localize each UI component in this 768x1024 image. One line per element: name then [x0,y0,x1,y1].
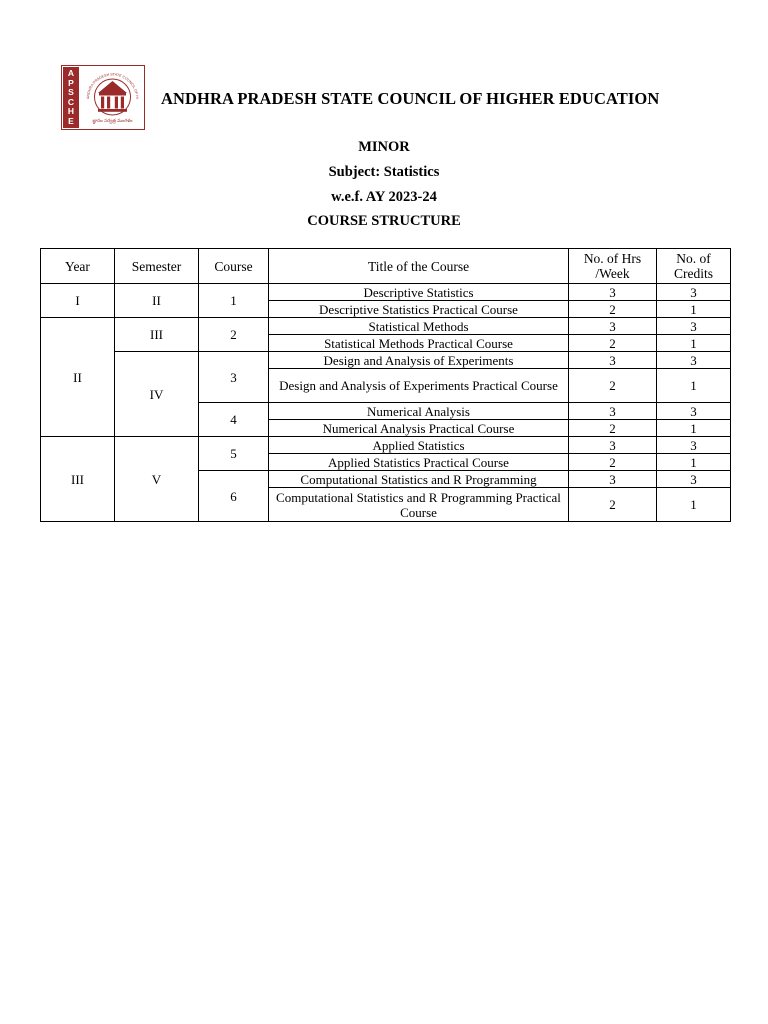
year-cell: I [41,284,115,318]
course-number-cell: 5 [199,437,269,471]
course-title-cell: Numerical Analysis Practical Course [269,420,569,437]
course-title-cell: Descriptive Statistics [269,284,569,301]
header-credits-line2: Credits [674,266,713,281]
header-hours-line2: /Week [595,266,630,281]
course-title-cell: Numerical Analysis [269,403,569,420]
table-row [41,352,731,369]
logo-letter: S [68,87,74,98]
header-hours [569,249,657,284]
credits-cell: 3 [657,284,731,301]
course-number-cell: 1 [199,284,269,318]
hours-cell: 2 [569,420,657,437]
course-title-cell: Applied Statistics [269,437,569,454]
credits-cell: 3 [657,403,731,420]
credits-cell: 1 [657,369,731,403]
semester-cell: IV [115,352,199,437]
course-title-cell: Descriptive Statistics Practical Course [269,301,569,318]
section-heading: COURSE STRUCTURE [307,213,461,229]
wef-line: w.e.f. AY 2023-24 [331,189,437,205]
course-title-cell: Design and Analysis of Experiments [269,352,569,369]
year-cell: III [41,437,115,522]
course-structure-table [40,248,731,522]
header-hours-line1: No. of Hrs [583,251,642,266]
header-semester: Semester [115,249,199,284]
hours-cell: 3 [569,471,657,488]
course-number-cell: 4 [199,403,269,437]
course-title-cell: Statistical Methods [269,318,569,335]
semester-cell: II [115,284,199,318]
credits-cell: 3 [657,471,731,488]
course-title-cell: Computational Statistics and R Programming Practical Course [269,488,569,522]
hours-cell: 2 [569,369,657,403]
logo-letter: C [67,96,75,107]
logo-letter: H [67,106,75,117]
subject-line: Subject: Statistics [328,164,440,180]
header-year: Year [41,249,115,284]
credits-cell: 3 [657,437,731,454]
document-kind: MINOR [358,139,410,155]
table-row [41,284,731,301]
header-credits [657,249,731,284]
hours-cell: 2 [569,335,657,352]
semester-cell: III [115,318,199,352]
semester-cell: V [115,437,199,522]
logo-letter: E [68,115,74,126]
hours-cell: 3 [569,284,657,301]
apsche-logo [61,65,145,130]
course-title-cell: Design and Analysis of Experiments Practical Course [269,369,569,403]
logo-letter: P [68,77,74,88]
hours-cell: 2 [569,454,657,471]
credits-cell: 1 [657,454,731,471]
credits-cell: 1 [657,420,731,437]
credits-cell: 1 [657,335,731,352]
header-course: Course [199,249,269,284]
header-credits-line1: No. of [676,251,711,266]
table-row [41,437,731,454]
credits-cell: 1 [657,301,731,318]
course-number-cell: 2 [199,318,269,352]
header-title: Title of the Course [269,249,569,284]
credits-cell: 3 [657,318,731,335]
hours-cell: 3 [569,352,657,369]
hours-cell: 3 [569,318,657,335]
logo-motto: జ్ఞానం సర్వత్ర మంగళం [92,119,133,124]
course-title-cell: Applied Statistics Practical Course [269,454,569,471]
table-header-row [41,249,731,284]
course-number-cell: 6 [199,471,269,522]
year-cell: II [41,318,115,437]
hours-cell: 3 [569,403,657,420]
course-title-cell: Computational Statistics and R Programming [269,471,569,488]
course-title-cell: Statistical Methods Practical Course [269,335,569,352]
emblem-icon [81,66,144,129]
page-title: ANDHRA PRADESH STATE COUNCIL OF HIGHER EDUCATION [161,89,660,108]
credits-cell: 3 [657,352,731,369]
logo-ring-text: ANDHRA PRADESH STATE COUNCIL OF HI [85,72,140,100]
credits-cell: 1 [657,488,731,522]
course-number-cell: 3 [199,352,269,403]
hours-cell: 2 [569,488,657,522]
table-row [41,318,731,335]
logo-letter-strip [63,67,79,128]
hours-cell: 3 [569,437,657,454]
logo-letter: A [67,68,75,78]
hours-cell: 2 [569,301,657,318]
